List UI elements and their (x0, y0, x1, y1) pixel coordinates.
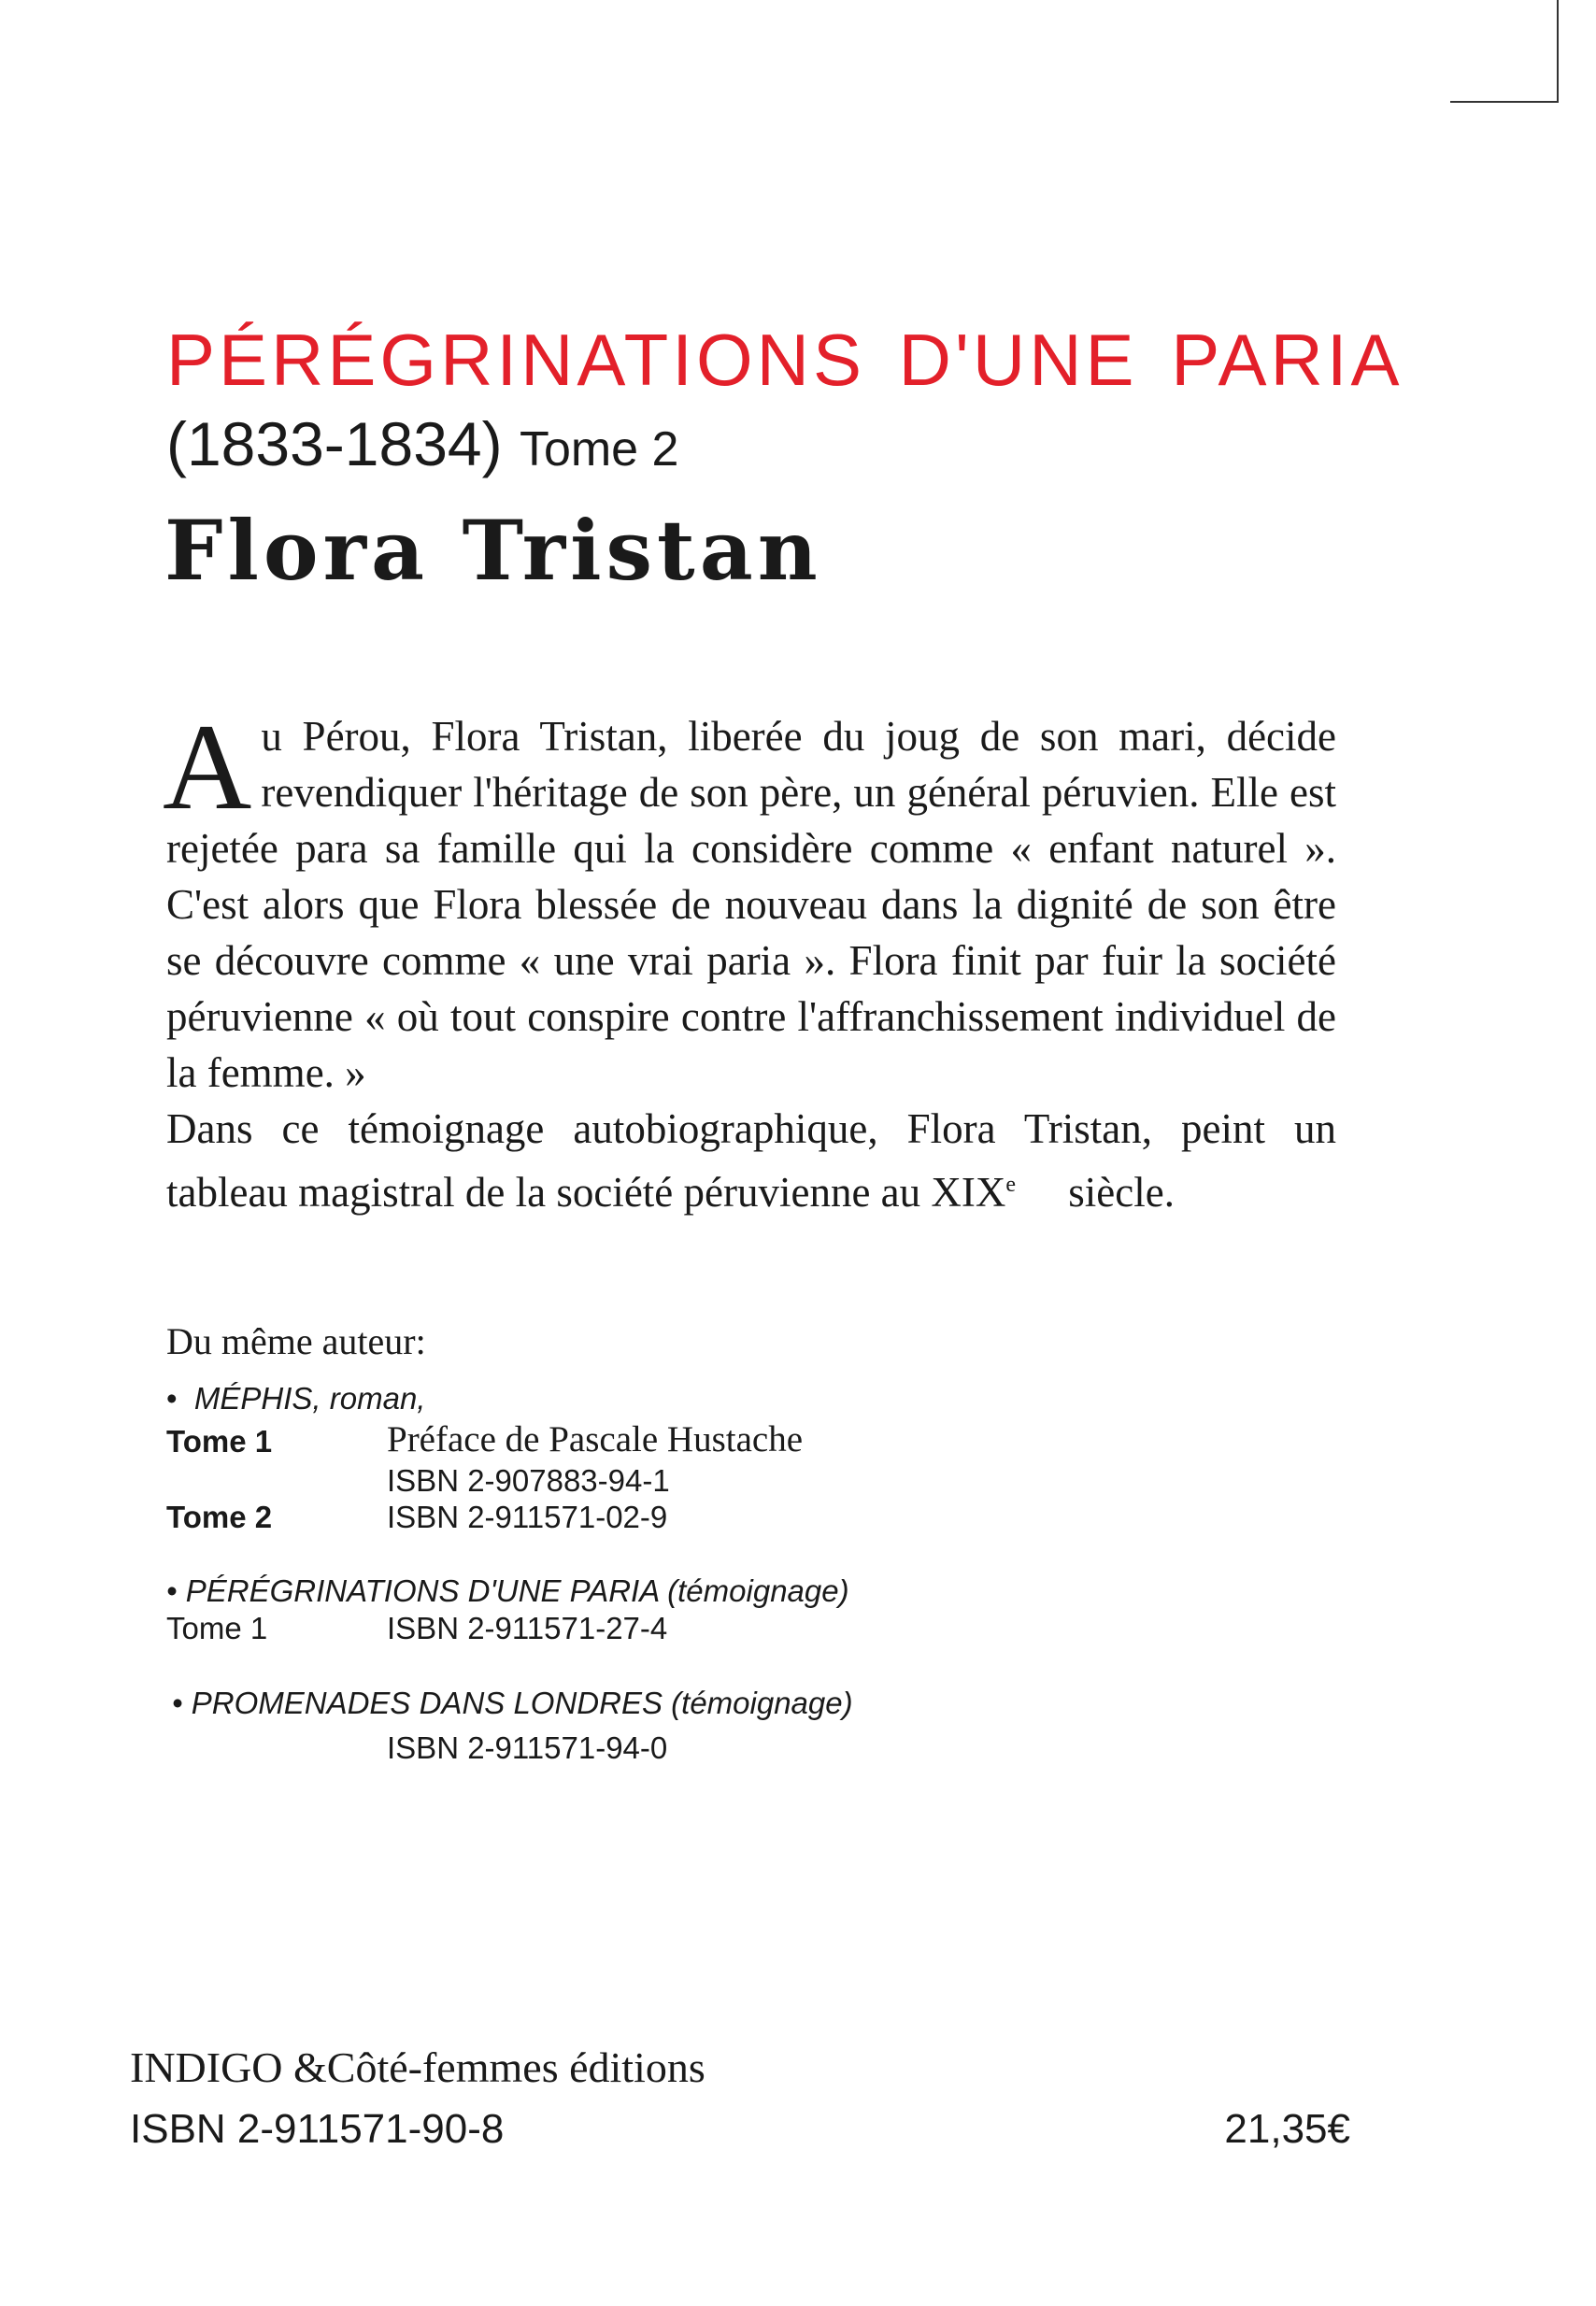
price: 21,35€ (1224, 2106, 1350, 2152)
other-work-mephis: • MÉPHIS, roman, (166, 1381, 426, 1416)
book-subtitle (166, 408, 678, 479)
londres-isbn: ISBN 2-911571-94-0 (387, 1730, 668, 1765)
work-title: MÉPHIS (193, 1381, 313, 1416)
other-works-heading: Du même auteur: (166, 1320, 426, 1362)
superscript: e (1005, 1173, 1017, 1197)
blurb-text-2-end: siècle. (1068, 1169, 1175, 1216)
crop-mark-vertical (1557, 0, 1559, 103)
mephis-tome-2: Tome 2 (166, 1500, 273, 1534)
other-work-londres: • PROMENADES DANS LONDRES (témoignage) (172, 1686, 853, 1720)
blurb (163, 698, 1336, 1220)
peregrinations-isbn: ISBN 2-911571-27-4 (387, 1611, 668, 1645)
volume: Tome 2 (519, 422, 679, 477)
mephis-preface: Préface de Pascale Hustache (387, 1419, 804, 1459)
publisher: INDIGO &Côté-femmes éditions (130, 2043, 705, 2091)
blurb-paragraph-2 (166, 1101, 1336, 1220)
blurb-text-1: u Pérou, Flora Tristan, liberée du joug de son mari, décide revendiquer l'héritage de son père, un général péruvien. Elle est rejetée para sa famille qui la considère comme « enfant naturel ». C'est alors que Flora blessée de nouveau dans la dignité de son être se découvre comme « une vrai paria ». Flora finit par fuir la société péruvienne « où tout conspire contre l'affranchissement individuel de la femme. » (166, 713, 1336, 1096)
blurb-paragraph-1 (163, 698, 1336, 1101)
book-title: PÉRÉGRINATIONS D'UNE PARIA (166, 319, 1404, 401)
other-work-peregrinations: • PÉRÉGRINATIONS D'UNE PARIA (témoignage) (166, 1573, 849, 1608)
mephis-t2-isbn: ISBN 2-911571-02-9 (387, 1500, 668, 1534)
blurb-text-2: Dans ce témoignage autobiographique, Flora Tristan, peint un tableau magistral de la société péruvienne au XIX (166, 1105, 1336, 1216)
crop-mark-horizontal (1450, 101, 1559, 103)
isbn: ISBN 2-911571-90-8 (130, 2106, 505, 2152)
drop-cap: A (163, 698, 252, 835)
mephis-tome-1: Tome 1 (166, 1424, 273, 1459)
mephis-t1-isbn: ISBN 2-907883-94-1 (387, 1463, 670, 1498)
peregrinations-tome-1: Tome 1 (166, 1611, 268, 1645)
author-name: Flora Tristan (164, 502, 822, 599)
work-genre: , roman, (312, 1381, 426, 1416)
years: (1833-1834) (166, 409, 503, 478)
